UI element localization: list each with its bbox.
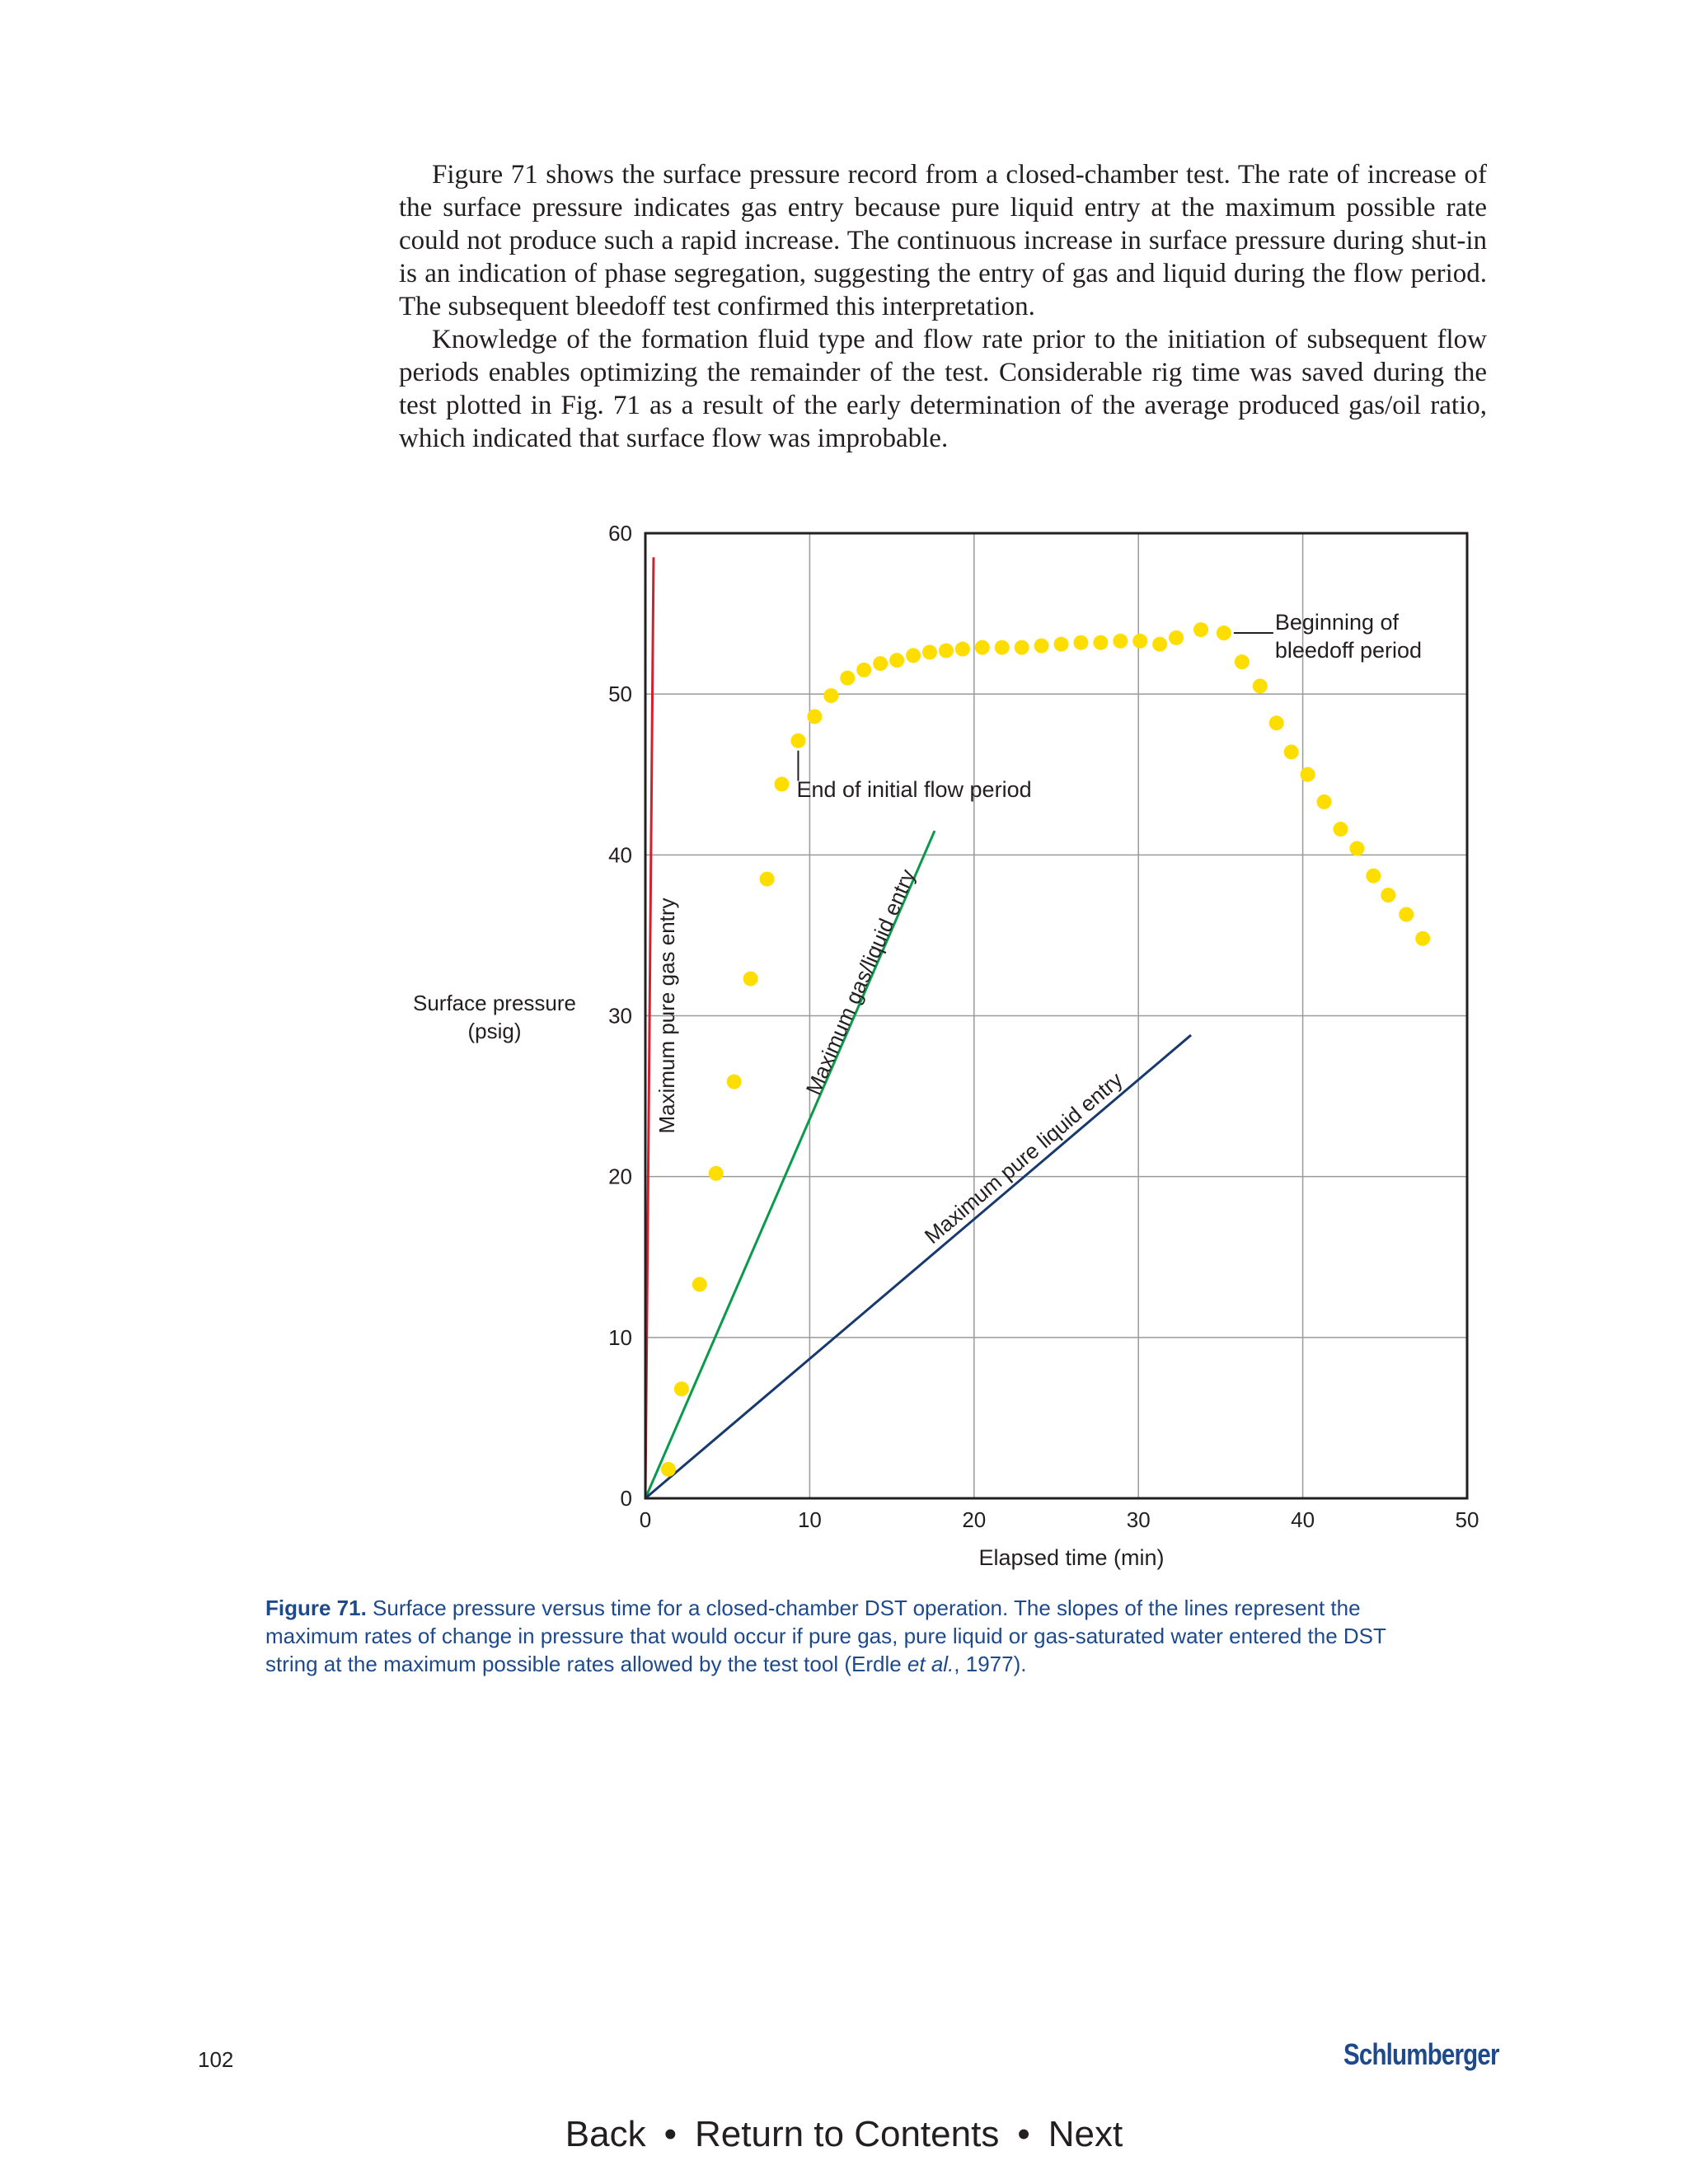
paragraph: Figure 71 shows the surface pressure record from a closed-chamber test. The rate of increase of the surface pressure indicates gas entry because pure liquid entry at the maximum possible rate could not produce such a rapid increase. The continuous increase in surface pressure during shut-in is an indication of phase segregation, suggesting the entry of gas and liquid during the flow period. The subsequent bleedoff test confirmed this interpretation.: [399, 160, 1487, 321]
y-axis-label: Surface pressure (psig): [413, 991, 576, 1043]
caption-text: Surface pressure versus time for a closed-chamber DST operation. The slopes of the lines represent the maximum rates of change in pressure that would occur if pure gas, pure liquid or gas-saturated water entered the DST string at the maximum possible rates allowed by the test tool (Erdle: [265, 1596, 1386, 1676]
data-point: [1366, 869, 1381, 883]
data-point: [807, 709, 822, 724]
data-point: [975, 640, 990, 655]
data-point: [727, 1075, 742, 1090]
data-point: [955, 642, 970, 657]
gas-liquid-entry-label: Maximum gas/liquid entry: [800, 865, 921, 1099]
data-point: [889, 653, 904, 668]
data-point: [995, 640, 1010, 655]
data-point: [1415, 931, 1430, 946]
data-point: [823, 688, 838, 703]
data-point: [1034, 639, 1049, 654]
data-point: [1284, 744, 1299, 759]
data-point: [1113, 634, 1128, 649]
data-point: [1381, 888, 1395, 902]
caption-etal: et al.: [907, 1652, 954, 1676]
y-tick-label: 30: [608, 1003, 632, 1029]
annotation-line: Beginning of: [1274, 610, 1400, 635]
caption-text-end: , 1977).: [954, 1652, 1027, 1676]
data-point: [775, 776, 790, 791]
data-point: [1235, 654, 1250, 669]
data-point: [1217, 626, 1231, 640]
y-tick-label: 60: [608, 521, 632, 546]
data-point: [674, 1381, 689, 1396]
return-to-contents-link[interactable]: Return to Contents: [695, 2114, 1000, 2154]
brand-logo: Schlumberger: [1343, 2037, 1499, 2071]
page-number: 102: [198, 2047, 234, 2072]
data-point: [1169, 630, 1184, 645]
data-point: [1317, 794, 1332, 809]
data-point: [873, 656, 888, 671]
liquid-entry-label: Maximum pure liquid entry: [919, 1066, 1128, 1249]
annotation-line: bleedoff period: [1274, 638, 1423, 663]
data-point: [1269, 715, 1284, 730]
annotation-bleedoff: [1275, 610, 1422, 663]
data-point: [1015, 640, 1029, 655]
body-text: [399, 158, 1487, 455]
caption-label: Figure 71.: [265, 1596, 367, 1620]
figure-caption: [265, 1594, 1386, 1678]
annotation-end-initial-flow: End of initial flow period: [796, 777, 1032, 803]
x-tick-label: 50: [1455, 1507, 1479, 1532]
data-point: [692, 1277, 707, 1291]
x-tick-label: 20: [962, 1507, 987, 1532]
data-point: [709, 1166, 724, 1181]
data-point: [1073, 635, 1088, 650]
data-point: [1333, 822, 1348, 837]
data-point: [1253, 678, 1268, 693]
data-point: [939, 643, 954, 658]
y-tick-label: 10: [608, 1324, 632, 1350]
gas-entry-label: Maximum pure gas entry: [654, 898, 679, 1134]
data-point: [1093, 635, 1108, 650]
y-tick-label: 50: [608, 682, 632, 707]
pressure-chart: [0, 494, 1688, 1566]
x-axis-label: Elapsed time (min): [978, 1545, 1165, 1570]
data-point: [1349, 841, 1364, 856]
data-point: [790, 733, 805, 748]
data-point: [856, 663, 871, 677]
x-tick-label: 10: [797, 1507, 822, 1532]
data-point: [760, 872, 775, 887]
nav-separator: •: [1017, 2114, 1030, 2154]
data-point: [1132, 634, 1147, 649]
y-tick-label: 40: [608, 842, 632, 868]
data-point: [1399, 907, 1414, 922]
data-point: [661, 1462, 676, 1477]
x-tick-label: 40: [1291, 1507, 1315, 1532]
next-link[interactable]: Next: [1048, 2114, 1123, 2154]
data-point: [906, 648, 921, 663]
data-point: [1053, 637, 1068, 652]
y-tick-label: 20: [608, 1164, 632, 1189]
data-point: [1193, 622, 1208, 637]
x-tick-label: 0: [639, 1507, 652, 1532]
data-point: [1152, 637, 1167, 652]
data-point: [743, 972, 758, 987]
y-tick-label: 0: [620, 1486, 632, 1511]
liquid-entry-line: [645, 1035, 1191, 1498]
paragraph: Knowledge of the formation fluid type and flow rate prior to the initiation of subsequent flow periods enables optimizing the remainder of the test. Considerable rig time was saved during the test plotted in Fig. 71 as a result of the early determination of the average produced gas/oil ratio, which indicated that surface flow was improbable.: [399, 325, 1487, 453]
navigation-bar: [0, 2114, 1688, 2155]
nav-separator: •: [663, 2114, 677, 2154]
data-point: [1301, 767, 1315, 782]
data-point: [922, 644, 937, 659]
data-point: [840, 671, 855, 686]
x-tick-label: 30: [1126, 1507, 1151, 1532]
back-link[interactable]: Back: [565, 2114, 646, 2154]
